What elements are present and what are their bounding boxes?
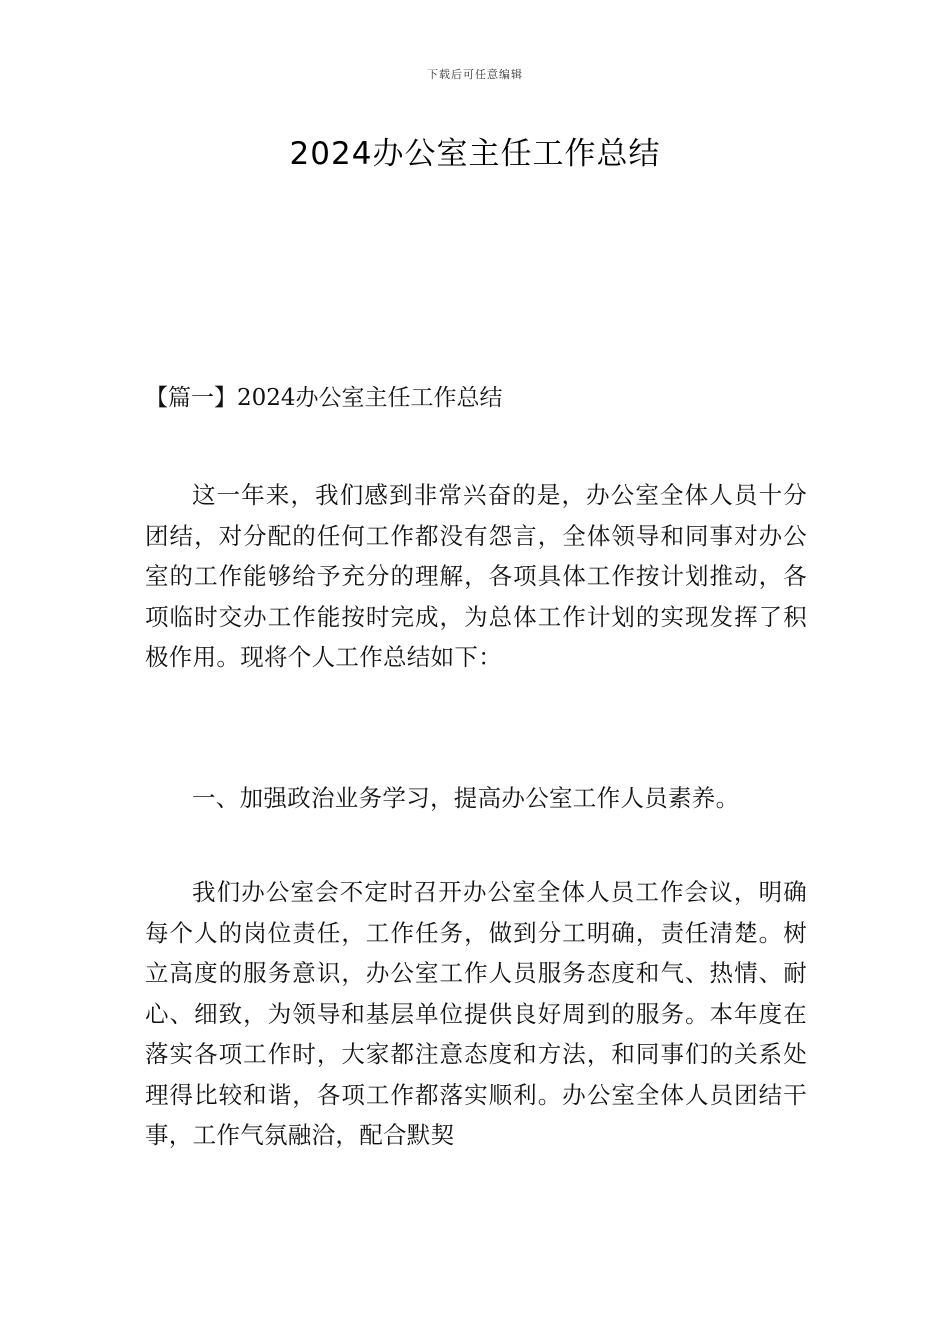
paragraph-intro: 这一年来，我们感到非常兴奋的是，办公室全体人员十分团结，对分配的任何工作都没有怨言，全体领导和同事对办公室的工作能够给予充分的理解，各项具体工作按计划推动，各项临时交办工作能按时完成，为总体工作计划的实现发挥了积极作用。现将个人工作总结如下： (145, 481, 807, 671)
header-note: 下载后可任意编辑 (427, 68, 523, 81)
section-heading: 【篇一】2024办公室主任工作总结 (145, 385, 503, 411)
document-title: 2024办公室主任工作总结 (289, 136, 661, 172)
paragraph-body: 我们办公室会不定时召开办公室全体人员工作会议，明确每个人的岗位责任，工作任务，做到分工明确，责任清楚。树立高度的服务意识，办公室工作人员服务态度和气、热情、耐心、细致，为领导和基层单位提供良好周到的服务。本年度在落实各项工作时，大家都注意态度和方法，和同事们的关系处理得比较和谐，各项工作都落实顺利。办公室全体人员团结干事，工作气氛融洽，配合默契 (145, 878, 807, 1149)
paragraph-subheading: 一、加强政治业务学习，提高办公室工作人员素养。 (192, 784, 740, 812)
